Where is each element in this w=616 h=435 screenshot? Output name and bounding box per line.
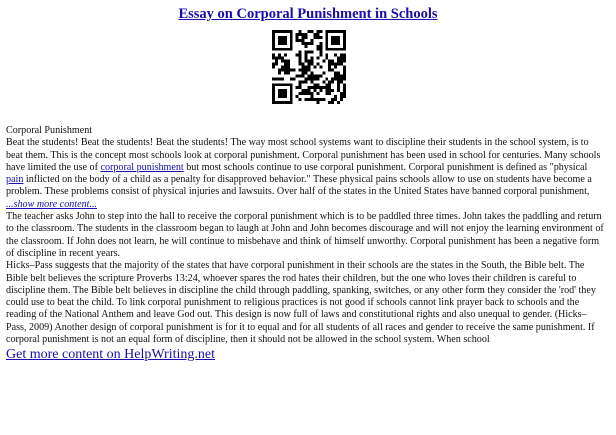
qr-code [272, 30, 346, 104]
page-title [0, 6, 616, 23]
pain-link[interactable]: pain [6, 174, 24, 186]
footer [6, 347, 215, 363]
p1-text-b: but most schools continue to use corporal punishment. Corporal punishment is defined as "physical [183, 161, 588, 173]
essay-heading: Corporal Punishment [6, 125, 93, 136]
p1-text-a: Beat the students! Beat the students! Beat the students! The way most school systems want to discipline their students in the school system, is to beat them. This is the concept most schools look at corporal punishment. Corporal punishment has been used in school for centuries. Many schools have limited the use of [6, 137, 601, 173]
title-link[interactable]: Essay on Corporal Punishment in Schools [178, 6, 438, 22]
show-more-link[interactable]: ...show more content... [6, 198, 98, 210]
get-more-content-link[interactable]: Get more content on HelpWriting.net [6, 347, 215, 362]
p1-text-c: inflicted on the body of a child as a penalty for disapproved behavior." These physical pains schools allow to use on students have become a problem. These problems consist of physical injuries and lawsuits. Over half of the states in the United States have banned corporal punishment, [6, 174, 592, 198]
essay-paragraph-1 [6, 137, 606, 211]
corporal-punishment-link[interactable]: corporal punishment [100, 161, 184, 173]
essay-paragraph-3: Hicks–Pass suggests that the majority of the states that have corporal punishment in their schools are the states in the South, the Bible belt. The Bible belt believes the scripture Proverbs 13:24, whoever spares the rod hates their children, but the one who loves their children is careful to discipline them. The Bible belt believes in discipline the child through paddling, spanking, switches, or any other form they consider the 'rod' they could use to beat the child. To link corporal punishment to religious practices is not good if schools cannot link prayer back to schools and the reading of the National Anthem and leave God out. This design is now full of laws and constitutional rights and also unequal to gender. (Hicks–Pass, 2009) Another design of corporal punishment is for it to equal and for all students of all races and gender to receive the same punishment. If corporal punishment is not an equal form of discipline, then it should not be allowed in the school system. When school [6, 260, 596, 346]
essay-paragraph-2: The teacher asks John to step into the hall to receive the corporal punishment which is to be paddled three times. John takes the paddling and return to the classroom. The students in the classroom began to laugh at John and John becomes discourage and will not enjoy the learning environment of the classroom. If John does not learn, he will continue to misbehave and think of himself unworthy. Corporal punishment has been a negative form of discipline in recent years. [6, 211, 604, 259]
essay-body [6, 125, 606, 346]
